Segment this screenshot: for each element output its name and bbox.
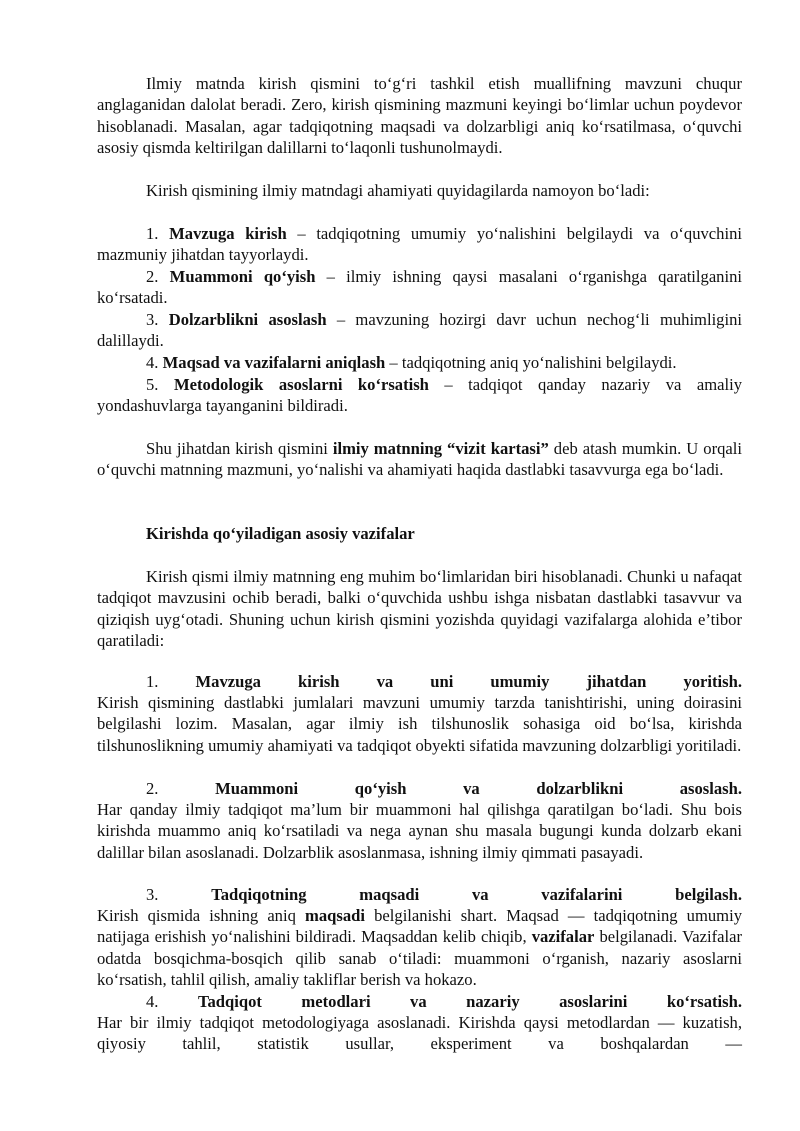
list-item-heading	[97, 671, 742, 692]
list-term: Muammoni qo‘yish	[169, 267, 316, 286]
list-item	[97, 352, 742, 373]
bold-word: maqsadi	[305, 906, 365, 925]
section-heading: Kirishda qo‘yiladigan asosiy vazifalar	[146, 524, 415, 543]
list-item-body: Kirish qismining dastlabki jumlalari mavzuni umumiy tarzda tanishtirishi, uning doirasini belgilashi lozim. Masalan, agar ilmiy ish tilshunoslik sohasiga oid bo‘lsa, kirishda tilshunoslikning umumiy ahamiyati va tadqiqot obyekti sifatida mavzuning dolzarbligi yoritiladi.	[97, 693, 742, 755]
list-item-body	[97, 905, 742, 990]
tasks-lead-paragraph: Kirish qismi ilmiy matnning eng muhim bo‘limlaridan biri hisoblanadi. Chunki u nafaqat tadqiqot mavzusini ochib beradi, balki o‘quvchida ushbu ishga nisbatan dastlabki tasavvur va qiziqish uyg‘otadi. Shuning uchun kirish qismini yozishda quyidagi vazifalarga alohida e’tibor qaratiladi:	[97, 567, 742, 650]
list-item-heading	[97, 991, 742, 1012]
list-text: – tadqiqot qanday nazariy va amaliy yondashuvlarga tayanganini bildiradi.	[97, 375, 742, 416]
list-number: 4.	[146, 353, 159, 372]
text-run: Kirish qismida ishning aniq	[97, 906, 306, 925]
list-text: – tadqiqotning umumiy yo‘nalishini belgilaydi va o‘quvchini mazmuniy jihatdan tayyorlaydi.	[97, 224, 742, 265]
text-run: Shu jihatdan kirish qismini	[146, 439, 333, 458]
list-text: – tadqiqotning aniq yo‘nalishini belgilaydi.	[385, 353, 677, 372]
list-item	[97, 309, 742, 352]
list-term: Maqsad va vazifalarni aniqlash	[162, 353, 386, 372]
significance-lead-paragraph: Kirish qismining ilmiy matndagi ahamiyati quyidagilarda namoyon bo‘ladi:	[146, 181, 650, 200]
text-run: belgilanadi. Vazifalar odatda bosqichma-bosqich qilib sanab o‘tiladi: muammoni o‘rganish, nazariy asoslarni ko‘rsatish, tahlil qilish, amaliy takliflar berish va hokazo.	[97, 927, 742, 989]
text-run: belgilanishi shart. Maqsad — tadqiqotning umumiy natijaga erishish yo‘nalishini bildiradi. Maqsaddan kelib chiqib,	[97, 906, 742, 947]
bold-phrase: ilmiy matnning “vizit kartasi”	[332, 439, 549, 458]
list-number: 1.	[146, 672, 159, 691]
text-run: deb atash mumkin. U orqali o‘quvchi matnning mazmuni, yo‘nalishi va ahamiyati haqida dastlabki tasavvurga ega bo‘ladi.	[97, 439, 742, 480]
list-term: Mavzuga kirish va uni umumiy jihatdan yoritish.	[195, 672, 742, 691]
list-number: 4.	[146, 992, 159, 1011]
list-term: Mavzuga kirish	[169, 224, 287, 243]
list-term: Tadqiqot metodlari va nazariy asoslarini ko‘rsatish.	[197, 992, 743, 1011]
list-item-body: Har bir ilmiy tadqiqot metodologiyaga asoslanadi. Kirishda qaysi metodlardan — kuzatish, qiyosiy tahlil, statistik usullar, eksperiment va boshqalardan —	[97, 1013, 742, 1054]
list-number: 3.	[146, 885, 159, 904]
bold-word: vazifalar	[531, 927, 595, 947]
list-item-heading	[97, 884, 742, 905]
list-item-heading	[97, 778, 742, 799]
list-item-body: Har qanday ilmiy tadqiqot ma’lum bir muammoni hal qilishga qaratilgan bo‘ladi. Shu bois kirishda muammo aniq ko‘rsatiladi va nega aynan shu masala bugungi kunda dolzarb ekani dalillar bilan asoslanadi. Dolzarblik asoslanmasa, ishning ilmiy qimmati pasayadi.	[97, 800, 742, 862]
list-item	[97, 266, 742, 309]
business-card-paragraph	[97, 438, 742, 481]
list-number: 2.	[146, 779, 159, 798]
list-item	[97, 374, 742, 417]
intro-paragraph: Ilmiy matnda kirish qismini to‘g‘ri tashkil etish muallifning mavzuni chuqur anglaganidan dalolat beradi. Zero, kirish qismining mazmuni keyingi bo‘limlar uchun poydevor hisoblanadi. Masalan, agar tadqiqotning maqsadi va dolzarbligi aniq ko‘rsatilmasa, o‘quvchi asosiy qismda keltirilgan dalillarni to‘laqonli tushunolmaydi.	[97, 74, 742, 157]
list-number: 1.	[146, 224, 159, 243]
list-number: 3.	[146, 310, 159, 329]
list-text: – ilmiy ishning qaysi masalani o‘rganishga qaratilganini ko‘rsatadi.	[97, 267, 742, 308]
list-number: 2.	[146, 267, 159, 286]
list-term: Dolzarblikni asoslash	[168, 310, 327, 329]
list-text: – mavzuning hozirgi davr uchun nechog‘li muhimligini dalillaydi.	[97, 310, 742, 351]
list-term: Tadqiqotning maqsadi va vazifalarini belgilash.	[211, 885, 742, 904]
list-item	[97, 223, 742, 266]
list-term: Muammoni qo‘yish va dolzarblikni asoslash.	[215, 779, 742, 798]
list-term: Metodologik asoslarni ko‘rsatish	[173, 375, 429, 394]
list-number: 5.	[146, 375, 159, 394]
